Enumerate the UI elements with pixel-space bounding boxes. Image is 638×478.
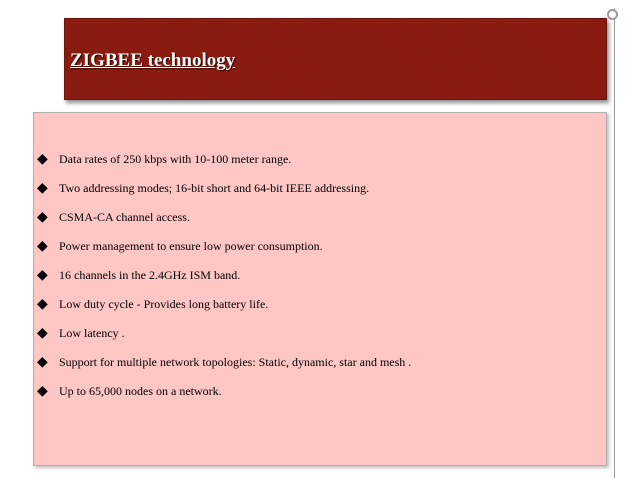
bullet-list bbox=[37, 152, 411, 413]
diamond-bullet-icon: ◆ bbox=[37, 326, 48, 341]
list-item bbox=[37, 268, 411, 297]
bullet-text: Two addressing modes; 16-bit short and 64-bit IEEE addressing. bbox=[59, 181, 370, 195]
slide-right-rule bbox=[614, 8, 615, 478]
list-item bbox=[37, 210, 411, 239]
diamond-bullet-icon: ◆ bbox=[37, 384, 48, 399]
bullet-text: Low duty cycle - Provides long battery life. bbox=[59, 297, 269, 311]
bullet-text: Data rates of 250 kbps with 10-100 meter range. bbox=[59, 152, 292, 166]
diamond-bullet-icon: ◆ bbox=[37, 152, 48, 167]
list-item bbox=[37, 326, 411, 355]
list-item bbox=[37, 181, 411, 210]
list-item bbox=[37, 297, 411, 326]
diamond-bullet-icon: ◆ bbox=[37, 239, 48, 254]
diamond-bullet-icon: ◆ bbox=[37, 268, 48, 283]
diamond-bullet-icon: ◆ bbox=[37, 210, 48, 225]
bullet-text: Support for multiple network topologies: Static, dynamic, star and mesh . bbox=[59, 355, 412, 369]
slide-title: ZIGBEE technology bbox=[70, 50, 236, 71]
diamond-bullet-icon: ◆ bbox=[37, 297, 48, 312]
bullet-text: Up to 65,000 nodes on a network. bbox=[59, 384, 222, 398]
list-item bbox=[37, 384, 411, 413]
bullet-text: Power management to ensure low power consumption. bbox=[59, 239, 323, 253]
diamond-bullet-icon: ◆ bbox=[37, 355, 48, 370]
list-item bbox=[37, 239, 411, 268]
bullet-text: Low latency . bbox=[59, 326, 125, 340]
corner-ring-icon bbox=[607, 9, 618, 20]
bullet-text: CSMA-CA channel access. bbox=[59, 210, 190, 224]
diamond-bullet-icon: ◆ bbox=[37, 181, 48, 196]
list-item bbox=[37, 152, 411, 181]
list-item bbox=[37, 355, 411, 384]
title-banner bbox=[64, 18, 607, 100]
bullet-text: 16 channels in the 2.4GHz ISM band. bbox=[59, 268, 241, 282]
